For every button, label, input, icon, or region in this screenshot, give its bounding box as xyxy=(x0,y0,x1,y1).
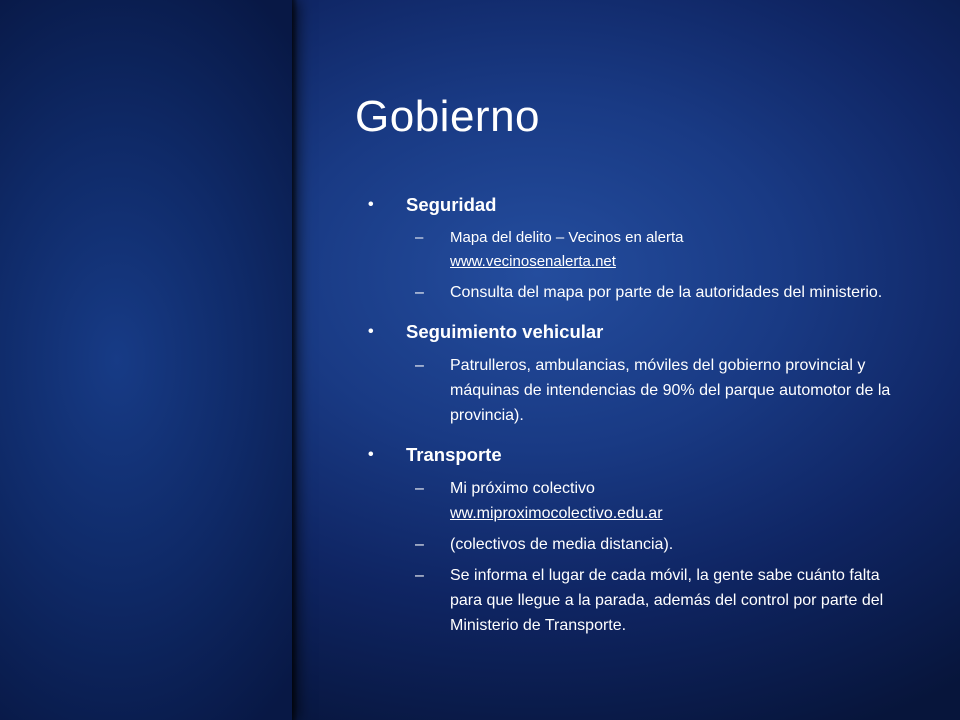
dash-icon: – xyxy=(415,480,424,497)
bullet-transporte xyxy=(368,442,908,468)
sub-item xyxy=(368,280,908,305)
bullet-icon: • xyxy=(368,446,374,463)
sub-item-text: Se informa el lugar de cada móvil, la gente sabe cuánto falta para que llegue a la parada, además del control por parte del Ministerio de Transporte. xyxy=(450,567,884,634)
sub-item xyxy=(368,353,908,428)
link-vecinosenalerta[interactable]: www.vecinosenalerta.net xyxy=(450,253,616,270)
sub-item-text: Mi próximo colectivo xyxy=(450,480,595,497)
bullet-icon: • xyxy=(368,323,374,340)
slide-content xyxy=(368,192,908,644)
link-miproximocolectivo[interactable]: ww.miproximocolectivo.edu.ar xyxy=(450,505,663,522)
slide-title: Gobierno xyxy=(355,92,541,141)
sub-item xyxy=(368,476,908,526)
dash-icon: – xyxy=(415,567,424,584)
bullet-heading: Transporte xyxy=(406,444,502,465)
sub-item xyxy=(368,532,908,557)
sub-item xyxy=(368,226,908,274)
sub-item-text: (colectivos de media distancia). xyxy=(450,536,674,553)
sub-item-text: Consulta del mapa por parte de la autoridades del ministerio. xyxy=(450,284,883,301)
panel-shadow-edge xyxy=(292,0,298,720)
dash-icon: – xyxy=(415,229,424,246)
dash-icon: – xyxy=(415,284,424,301)
bullet-seguridad xyxy=(368,192,908,218)
bullet-icon: • xyxy=(368,196,374,213)
left-decorative-panel xyxy=(0,0,292,720)
bullet-heading: Seguimiento vehicular xyxy=(406,321,604,342)
dash-icon: – xyxy=(415,536,424,553)
bullet-heading: Seguridad xyxy=(406,194,497,215)
sub-item-text: Mapa del delito – Vecinos en alerta xyxy=(450,229,684,246)
dash-icon: – xyxy=(415,357,424,374)
bullet-seguimiento-vehicular xyxy=(368,319,908,345)
sub-item-text: Patrulleros, ambulancias, móviles del gobierno provincial y máquinas de intendencias de 90% del parque automotor de la provincia). xyxy=(450,357,891,424)
sub-item xyxy=(368,563,908,638)
